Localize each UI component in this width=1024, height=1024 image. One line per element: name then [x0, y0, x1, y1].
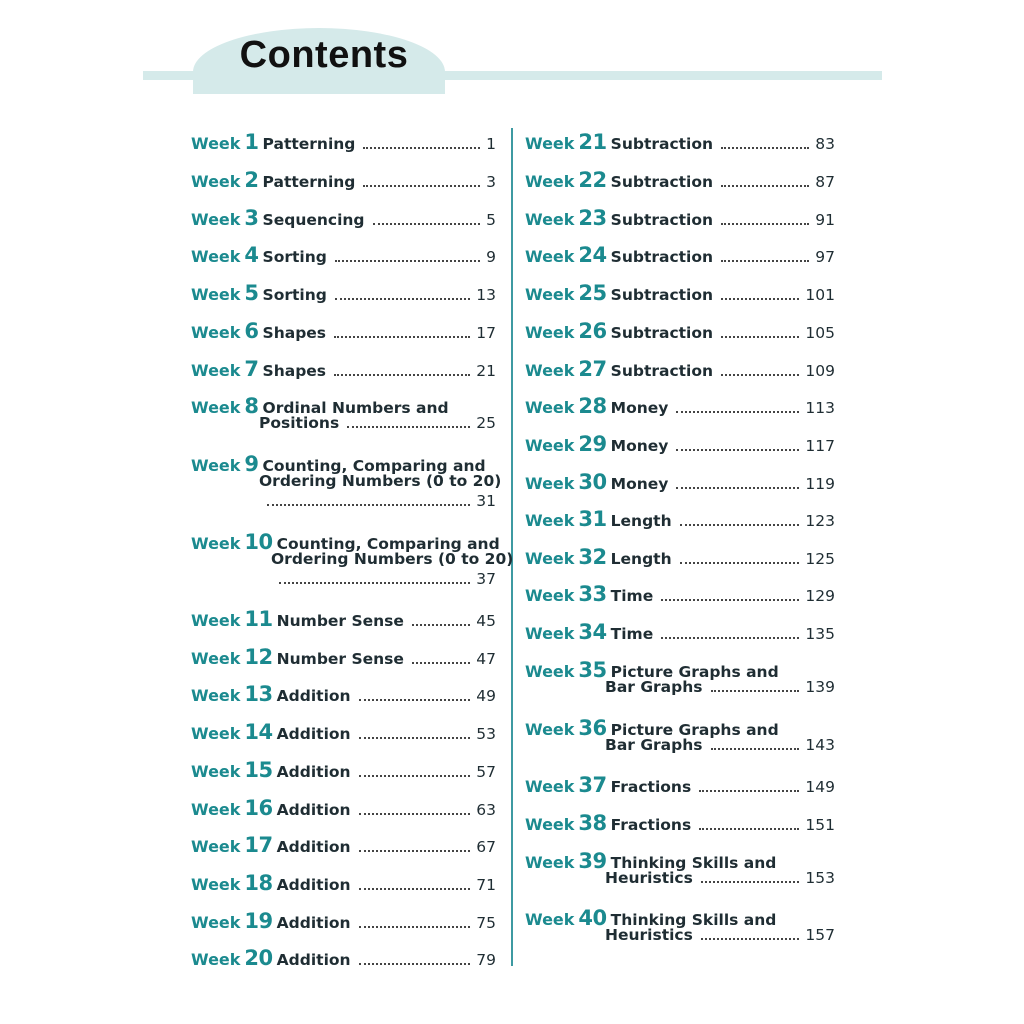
toc-entry-line — [191, 909, 496, 933]
dot-leader — [721, 222, 809, 225]
dot-leader — [661, 598, 799, 601]
toc-entry-line — [525, 773, 835, 797]
topic-title: Money — [610, 475, 669, 493]
week-label: Week — [191, 762, 241, 781]
week-number: 25 — [578, 281, 607, 305]
page-number: 113 — [805, 399, 835, 417]
week-number: 32 — [578, 545, 607, 569]
page-number: 1 — [486, 135, 496, 153]
page-number: 117 — [805, 437, 835, 455]
toc-entry-line — [191, 645, 496, 669]
page-number: 87 — [815, 173, 835, 191]
topic-title: Heuristics — [605, 926, 693, 944]
week-number: 20 — [244, 946, 273, 970]
week-label: Week — [525, 474, 575, 493]
topic-title: Bar Graphs — [605, 736, 703, 754]
toc-entry-line — [525, 620, 835, 644]
week-label: Week — [525, 361, 575, 380]
week-number: 9 — [244, 452, 259, 476]
topic-title: Time — [610, 587, 654, 605]
week-number: 22 — [578, 168, 607, 192]
week-number: 8 — [244, 394, 259, 418]
week-label: Week — [191, 875, 241, 894]
toc-entry[interactable] — [191, 645, 496, 669]
dot-leader — [335, 259, 480, 262]
topic-title: Number Sense — [276, 612, 404, 630]
dot-leader — [721, 184, 809, 187]
week-number: 35 — [578, 658, 607, 682]
page-number: 71 — [476, 876, 496, 894]
week-label: Week — [191, 247, 241, 266]
week-number: 38 — [578, 811, 607, 835]
topic-title: Addition — [276, 914, 351, 932]
dot-leader — [373, 222, 481, 225]
week-label: Week — [525, 815, 575, 834]
page-number: 9 — [486, 248, 496, 266]
toc-entry-line — [191, 414, 496, 434]
toc-entry[interactable] — [525, 206, 835, 230]
toc-entry-line — [525, 678, 835, 698]
toc-entry[interactable] — [191, 530, 514, 590]
toc-entry-line — [191, 871, 496, 895]
week-label: Week — [191, 134, 241, 153]
toc-entry[interactable] — [191, 281, 496, 305]
topic-title: Thinking Skills and — [610, 854, 777, 872]
dot-leader — [701, 880, 800, 883]
toc-entry[interactable] — [525, 811, 835, 835]
week-label: Week — [191, 611, 241, 630]
week-number: 40 — [578, 906, 607, 930]
week-number: 27 — [578, 357, 607, 381]
toc-entry-line — [191, 758, 496, 782]
week-number: 2 — [244, 168, 259, 192]
week-label: Week — [525, 777, 575, 796]
toc-entry[interactable] — [191, 607, 496, 631]
week-number: 39 — [578, 849, 607, 873]
page-number: 75 — [476, 914, 496, 932]
week-label: Week — [191, 456, 241, 475]
week-number: 5 — [244, 281, 259, 305]
week-number: 31 — [578, 507, 607, 531]
toc-entry[interactable] — [525, 281, 835, 305]
toc-entry[interactable] — [191, 758, 496, 782]
page-number: 139 — [805, 678, 835, 696]
dot-leader — [359, 849, 471, 852]
week-label: Week — [191, 724, 241, 743]
dot-leader — [661, 636, 799, 639]
week-label: Week — [525, 172, 575, 191]
topic-title: Addition — [276, 687, 351, 705]
topic-title: Picture Graphs and — [610, 663, 779, 681]
toc-entry-line — [191, 720, 496, 744]
page-number: 17 — [476, 324, 496, 342]
dot-leader — [721, 146, 809, 149]
week-number: 6 — [244, 319, 259, 343]
toc-entry[interactable] — [191, 682, 496, 706]
toc-entry[interactable] — [191, 946, 496, 970]
week-label: Week — [191, 398, 241, 417]
week-label: Week — [191, 285, 241, 304]
dot-leader — [711, 689, 800, 692]
week-number: 30 — [578, 470, 607, 494]
toc-entry[interactable] — [525, 658, 835, 698]
week-label: Week — [525, 398, 575, 417]
dot-leader — [721, 373, 799, 376]
topic-title: Time — [610, 625, 654, 643]
dot-leader — [359, 774, 471, 777]
week-label: Week — [525, 511, 575, 530]
topic-title: Subtraction — [610, 324, 714, 342]
toc-entry[interactable] — [191, 871, 496, 895]
dot-leader — [676, 486, 799, 489]
week-label: Week — [525, 436, 575, 455]
toc-entry[interactable] — [525, 432, 835, 456]
page-number: 135 — [805, 625, 835, 643]
topic-title: Counting, Comparing and — [262, 457, 486, 475]
toc-entry-line — [525, 906, 835, 930]
week-number: 14 — [244, 720, 273, 744]
toc-entry-line — [191, 530, 500, 554]
dot-leader — [267, 503, 470, 506]
week-label: Week — [191, 800, 241, 819]
page-number: 49 — [476, 687, 496, 705]
dot-leader — [347, 425, 470, 428]
toc-entry[interactable] — [525, 582, 835, 606]
toc-entry-line — [525, 658, 835, 682]
page-number: 109 — [805, 362, 835, 380]
dot-leader — [721, 335, 799, 338]
toc-entry-line — [525, 811, 835, 835]
toc-entry[interactable] — [525, 470, 835, 494]
topic-title: Heuristics — [605, 869, 693, 887]
topic-title: Subtraction — [610, 286, 714, 304]
dot-leader — [279, 581, 470, 584]
toc-entry[interactable] — [525, 394, 835, 418]
page-number: 91 — [815, 211, 835, 229]
topic-title: Fractions — [610, 778, 692, 796]
topic-title: Subtraction — [610, 173, 714, 191]
toc-entry[interactable] — [191, 452, 502, 512]
week-number: 17 — [244, 833, 273, 857]
dot-leader — [711, 747, 800, 750]
week-number: 26 — [578, 319, 607, 343]
toc-entry-line — [525, 243, 835, 267]
week-number: 12 — [244, 645, 273, 669]
toc-entry-line — [191, 168, 496, 192]
dot-leader — [359, 698, 471, 701]
toc-entry-line — [191, 946, 496, 970]
toc-entry-line — [525, 869, 835, 889]
toc-entry[interactable] — [191, 833, 496, 857]
page-number: 125 — [805, 550, 835, 568]
topic-title: Subtraction — [610, 135, 714, 153]
toc-entry-line — [525, 545, 835, 569]
topic-title: Ordering Numbers (0 to 20) — [271, 550, 514, 568]
topic-title: Addition — [276, 838, 351, 856]
page-number: 119 — [805, 475, 835, 493]
topic-title: Picture Graphs and — [610, 721, 779, 739]
topic-title: Subtraction — [610, 362, 714, 380]
page-number: 67 — [476, 838, 496, 856]
page-number: 13 — [476, 286, 496, 304]
dot-leader — [359, 887, 471, 890]
page-number: 45 — [476, 612, 496, 630]
week-number: 10 — [244, 530, 273, 554]
page-number: 57 — [476, 763, 496, 781]
topic-title: Shapes — [262, 362, 327, 380]
page-number: 21 — [476, 362, 496, 380]
toc-entry-line — [191, 833, 496, 857]
week-label: Week — [525, 134, 575, 153]
topic-title: Addition — [276, 951, 351, 969]
topic-title: Addition — [276, 725, 351, 743]
page-number: 157 — [805, 926, 835, 944]
toc-entry-line — [525, 470, 835, 494]
toc-entry[interactable] — [525, 319, 835, 343]
toc-entry-line — [191, 243, 496, 267]
topic-title: Fractions — [610, 816, 692, 834]
topic-title: Ordering Numbers (0 to 20) — [259, 472, 502, 490]
page-number: 25 — [476, 414, 496, 432]
page-number: 3 — [486, 173, 496, 191]
page-number: 123 — [805, 512, 835, 530]
toc-entry[interactable] — [525, 357, 835, 381]
week-label: Week — [191, 172, 241, 191]
toc-entry-line — [525, 357, 835, 381]
topic-title: Positions — [259, 414, 340, 432]
topic-title: Patterning — [262, 135, 356, 153]
topic-title: Sequencing — [262, 211, 365, 229]
toc-entry-line — [191, 796, 496, 820]
toc-entry-line — [191, 130, 496, 154]
toc-entry-line — [525, 926, 835, 946]
week-label: Week — [525, 910, 575, 929]
dot-leader — [699, 789, 799, 792]
week-number: 21 — [578, 130, 607, 154]
toc-entry-line — [191, 206, 496, 230]
dot-leader — [335, 297, 470, 300]
page-number: 83 — [815, 135, 835, 153]
dot-leader — [359, 736, 471, 739]
dot-leader — [363, 146, 480, 149]
week-label: Week — [525, 247, 575, 266]
toc-entry-line — [525, 319, 835, 343]
toc-entry-line — [191, 394, 496, 418]
page-title: Contents — [239, 34, 409, 76]
dot-leader — [680, 561, 800, 564]
page-number: 101 — [805, 286, 835, 304]
toc-entry[interactable] — [191, 319, 496, 343]
week-number: 7 — [244, 357, 259, 381]
page-number: 53 — [476, 725, 496, 743]
week-label: Week — [525, 586, 575, 605]
week-number: 24 — [578, 243, 607, 267]
page-number: 105 — [805, 324, 835, 342]
week-label: Week — [525, 662, 575, 681]
toc-entry[interactable] — [191, 909, 496, 933]
topic-title: Sorting — [262, 286, 327, 304]
toc-entry[interactable] — [191, 720, 496, 744]
dot-leader — [363, 184, 480, 187]
page-number: 149 — [805, 778, 835, 796]
page-number: 47 — [476, 650, 496, 668]
week-label: Week — [191, 361, 241, 380]
topic-title: Shapes — [262, 324, 327, 342]
toc-entry-line — [191, 550, 514, 570]
toc-entry[interactable] — [191, 168, 496, 192]
topic-title: Number Sense — [276, 650, 404, 668]
toc-entry[interactable] — [525, 507, 835, 531]
topic-title: Money — [610, 399, 669, 417]
toc-entry-line — [191, 281, 496, 305]
toc-entry[interactable] — [525, 168, 835, 192]
toc-entry-line — [191, 319, 496, 343]
topic-title: Length — [610, 512, 672, 530]
week-number: 3 — [244, 206, 259, 230]
dot-leader — [334, 373, 470, 376]
page-number: 129 — [805, 587, 835, 605]
toc-entry-line — [525, 281, 835, 305]
page-number: 5 — [486, 211, 496, 229]
toc-entry-line — [191, 357, 496, 381]
week-label: Week — [191, 649, 241, 668]
page-number: 37 — [476, 570, 496, 588]
toc-entry-line — [191, 682, 496, 706]
toc-entry-line — [525, 736, 835, 756]
toc-entry-line — [525, 168, 835, 192]
page-number: 97 — [815, 248, 835, 266]
dot-leader — [680, 523, 800, 526]
week-number: 18 — [244, 871, 273, 895]
topic-title: Counting, Comparing and — [276, 535, 500, 553]
toc-entry[interactable] — [525, 773, 835, 797]
topic-title: Sorting — [262, 248, 327, 266]
page-number: 63 — [476, 801, 496, 819]
page-number: 79 — [476, 951, 496, 969]
topic-title: Bar Graphs — [605, 678, 703, 696]
topic-title: Thinking Skills and — [610, 911, 777, 929]
week-number: 15 — [244, 758, 273, 782]
page-number: 143 — [805, 736, 835, 754]
week-label: Week — [191, 950, 241, 969]
toc-entry[interactable] — [525, 716, 835, 756]
toc-entry-line — [525, 206, 835, 230]
week-label: Week — [525, 624, 575, 643]
toc-entry[interactable] — [525, 130, 835, 154]
toc-entry[interactable] — [525, 906, 835, 946]
week-label: Week — [191, 210, 241, 229]
toc-entry[interactable] — [525, 545, 835, 569]
dot-leader — [676, 410, 799, 413]
topic-title: Money — [610, 437, 669, 455]
week-number: 4 — [244, 243, 259, 267]
week-label: Week — [525, 323, 575, 342]
week-label: Week — [191, 913, 241, 932]
toc-entry-line — [191, 452, 496, 476]
toc-entry-line — [525, 507, 835, 531]
week-label: Week — [191, 837, 241, 856]
week-number: 36 — [578, 716, 607, 740]
dot-leader — [359, 812, 471, 815]
page-number: 151 — [805, 816, 835, 834]
toc-entry-line — [191, 492, 496, 512]
week-number: 28 — [578, 394, 607, 418]
dot-leader — [721, 259, 809, 262]
topic-title: Addition — [276, 876, 351, 894]
week-label: Week — [525, 720, 575, 739]
toc-entry-line — [525, 394, 835, 418]
dot-leader — [334, 335, 470, 338]
topic-title: Addition — [276, 801, 351, 819]
week-label: Week — [191, 534, 241, 553]
toc-entry-line — [191, 607, 496, 631]
dot-leader — [359, 962, 471, 965]
week-number: 29 — [578, 432, 607, 456]
week-number: 1 — [244, 130, 259, 154]
toc-entry[interactable] — [525, 849, 835, 889]
toc-entry-line — [525, 716, 835, 740]
week-number: 23 — [578, 206, 607, 230]
page-number: 153 — [805, 869, 835, 887]
toc-entry[interactable] — [191, 206, 496, 230]
week-label: Week — [525, 853, 575, 872]
week-number: 11 — [244, 607, 273, 631]
week-label: Week — [191, 686, 241, 705]
week-label: Week — [525, 285, 575, 304]
topic-title: Subtraction — [610, 211, 714, 229]
toc-entry[interactable] — [191, 130, 496, 154]
page-number: 31 — [476, 492, 496, 510]
toc-entry[interactable] — [191, 357, 496, 381]
toc-entry-line — [191, 472, 502, 492]
dot-leader — [721, 297, 799, 300]
topic-title: Subtraction — [610, 248, 714, 266]
dot-leader — [412, 661, 470, 664]
toc-entry[interactable] — [525, 243, 835, 267]
week-number: 19 — [244, 909, 273, 933]
toc-entry[interactable] — [525, 620, 835, 644]
dot-leader — [701, 937, 800, 940]
toc-entry-line — [525, 582, 835, 606]
week-label: Week — [525, 549, 575, 568]
week-label: Week — [191, 323, 241, 342]
toc-entry[interactable] — [191, 796, 496, 820]
topic-title: Patterning — [262, 173, 356, 191]
week-number: 33 — [578, 582, 607, 606]
dot-leader — [359, 925, 471, 928]
toc-entry-line — [525, 130, 835, 154]
toc-entry-line — [525, 432, 835, 456]
topic-title: Addition — [276, 763, 351, 781]
dot-leader — [699, 827, 799, 830]
toc-entry[interactable] — [191, 243, 496, 267]
week-number: 16 — [244, 796, 273, 820]
dot-leader — [412, 623, 470, 626]
toc-entry-line — [525, 849, 835, 873]
week-number: 34 — [578, 620, 607, 644]
dot-leader — [676, 448, 799, 451]
topic-title: Length — [610, 550, 672, 568]
toc-entry[interactable] — [191, 394, 496, 434]
topic-title: Ordinal Numbers and — [262, 399, 449, 417]
week-number: 37 — [578, 773, 607, 797]
toc-entry-line — [191, 570, 496, 590]
week-number: 13 — [244, 682, 273, 706]
week-label: Week — [525, 210, 575, 229]
column-divider — [511, 128, 513, 966]
